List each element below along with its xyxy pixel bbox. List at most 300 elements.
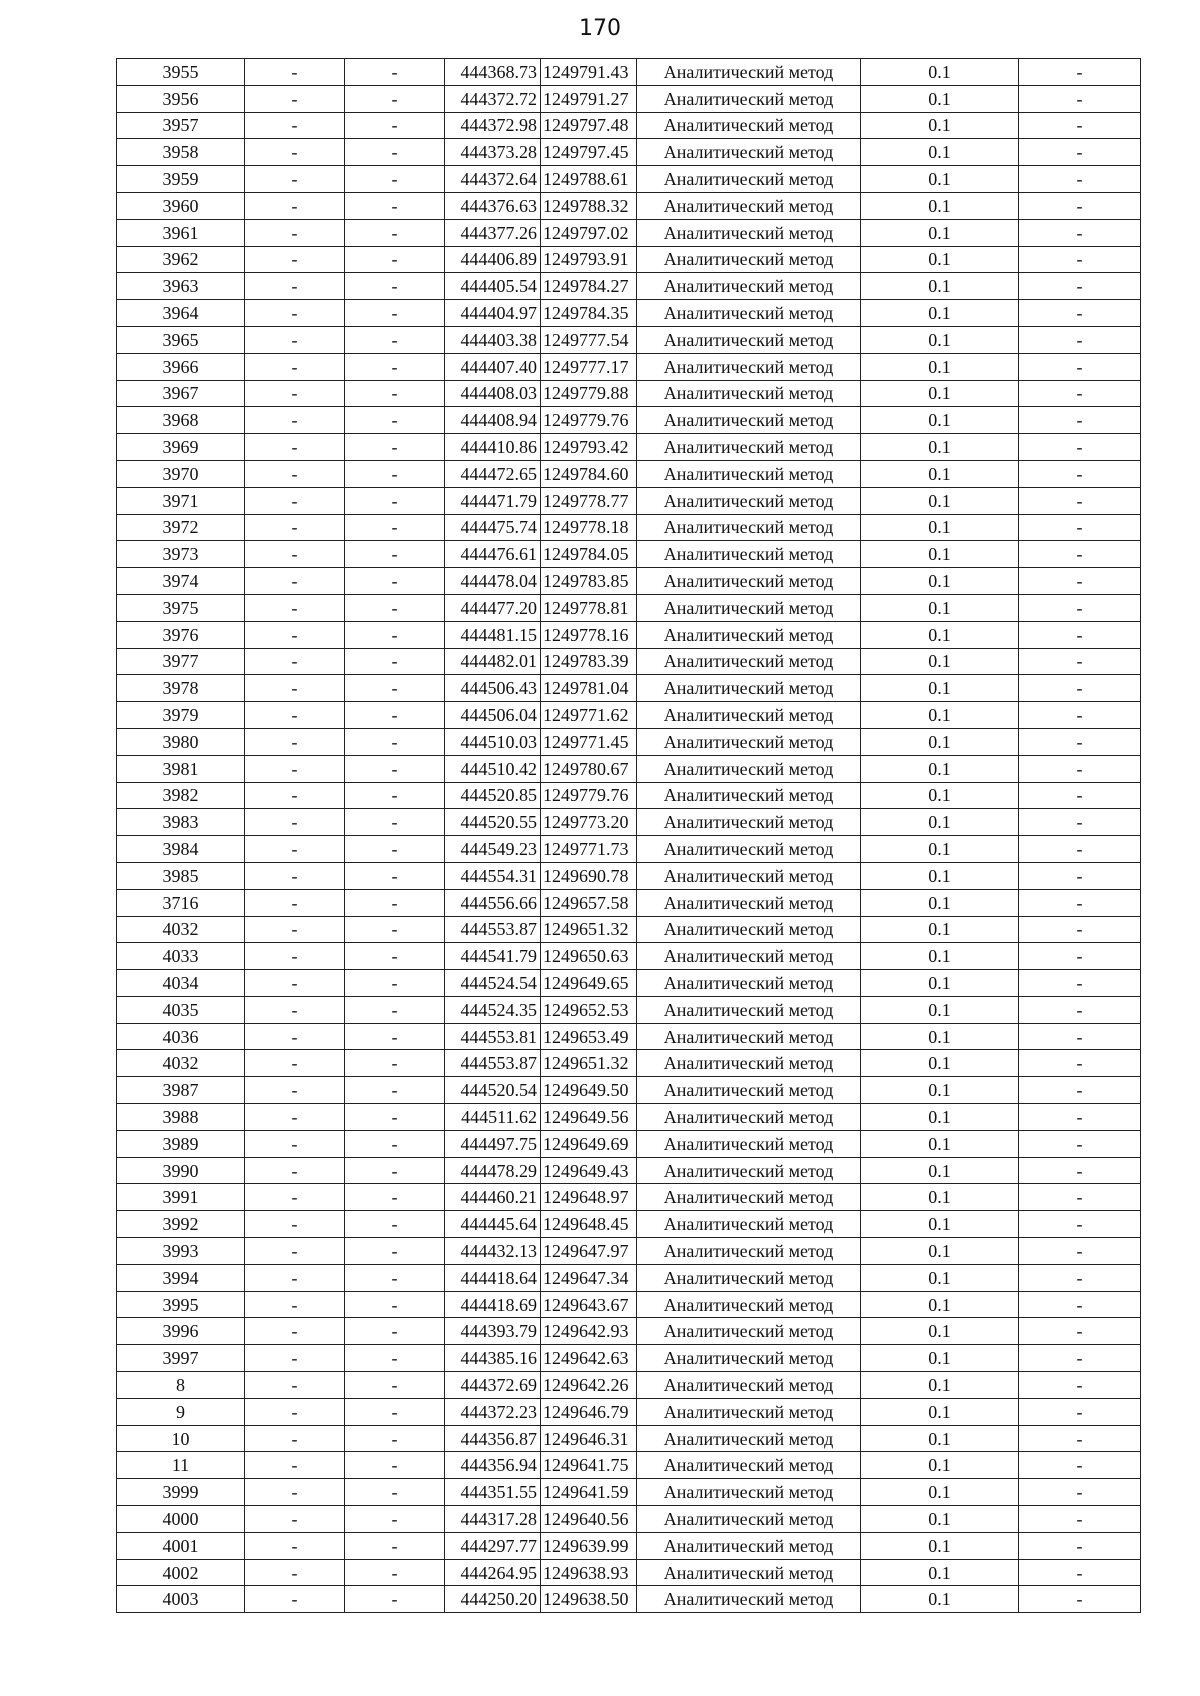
x-coordinate-cell: 444553.81 <box>445 1023 541 1050</box>
dash-cell-b: - <box>345 300 445 327</box>
method-cell: Аналитический метод <box>637 1157 861 1184</box>
point-number-cell: 3959 <box>117 166 245 193</box>
x-coordinate-cell: 444372.98 <box>445 112 541 139</box>
dash-cell-b: - <box>345 1238 445 1265</box>
note-cell: - <box>1019 1479 1141 1506</box>
dash-cell-a: - <box>245 59 345 86</box>
note-cell: - <box>1019 1291 1141 1318</box>
method-cell: Аналитический метод <box>637 1345 861 1372</box>
dash-cell-b: - <box>345 889 445 916</box>
point-number-cell: 3991 <box>117 1184 245 1211</box>
point-number-cell: 3965 <box>117 326 245 353</box>
dash-cell-b: - <box>345 1184 445 1211</box>
dash-cell-b: - <box>345 434 445 461</box>
table-row <box>117 1157 1141 1184</box>
x-coordinate-cell: 444408.94 <box>445 407 541 434</box>
method-cell: Аналитический метод <box>637 1104 861 1131</box>
dash-cell-a: - <box>245 139 345 166</box>
table-row <box>117 1130 1141 1157</box>
note-cell: - <box>1019 889 1141 916</box>
y-coordinate-cell: 1249647.34 <box>541 1264 637 1291</box>
dash-cell-b: - <box>345 1291 445 1318</box>
x-coordinate-cell: 444556.66 <box>445 889 541 916</box>
y-coordinate-cell: 1249778.81 <box>541 594 637 621</box>
accuracy-cell: 0.1 <box>861 166 1019 193</box>
point-number-cell: 3964 <box>117 300 245 327</box>
method-cell: Аналитический метод <box>637 1211 861 1238</box>
note-cell: - <box>1019 1452 1141 1479</box>
method-cell: Аналитический метод <box>637 514 861 541</box>
dash-cell-b: - <box>345 219 445 246</box>
accuracy-cell: 0.1 <box>861 889 1019 916</box>
table-body <box>117 59 1141 1613</box>
point-number-cell: 3970 <box>117 460 245 487</box>
x-coordinate-cell: 444297.77 <box>445 1532 541 1559</box>
method-cell: Аналитический метод <box>637 1586 861 1613</box>
note-cell: - <box>1019 755 1141 782</box>
dash-cell-b: - <box>345 1211 445 1238</box>
note-cell: - <box>1019 1050 1141 1077</box>
accuracy-cell: 0.1 <box>861 85 1019 112</box>
y-coordinate-cell: 1249638.93 <box>541 1559 637 1586</box>
method-cell: Аналитический метод <box>637 273 861 300</box>
point-number-cell: 4036 <box>117 1023 245 1050</box>
table-row <box>117 1398 1141 1425</box>
point-number-cell: 3997 <box>117 1345 245 1372</box>
table-row <box>117 380 1141 407</box>
table-row <box>117 1425 1141 1452</box>
y-coordinate-cell: 1249784.35 <box>541 300 637 327</box>
dash-cell-a: - <box>245 219 345 246</box>
dash-cell-a: - <box>245 380 345 407</box>
note-cell: - <box>1019 219 1141 246</box>
method-cell: Аналитический метод <box>637 836 861 863</box>
table-row <box>117 353 1141 380</box>
point-number-cell: 3981 <box>117 755 245 782</box>
method-cell: Аналитический метод <box>637 809 861 836</box>
note-cell: - <box>1019 1184 1141 1211</box>
dash-cell-a: - <box>245 1372 345 1399</box>
dash-cell-a: - <box>245 996 345 1023</box>
y-coordinate-cell: 1249638.50 <box>541 1586 637 1613</box>
point-number-cell: 3980 <box>117 728 245 755</box>
accuracy-cell: 0.1 <box>861 219 1019 246</box>
dash-cell-b: - <box>345 192 445 219</box>
dash-cell-a: - <box>245 541 345 568</box>
dash-cell-a: - <box>245 889 345 916</box>
table-row <box>117 407 1141 434</box>
method-cell: Аналитический метод <box>637 1452 861 1479</box>
dash-cell-a: - <box>245 1345 345 1372</box>
x-coordinate-cell: 444497.75 <box>445 1130 541 1157</box>
point-number-cell: 3984 <box>117 836 245 863</box>
note-cell: - <box>1019 112 1141 139</box>
note-cell: - <box>1019 1238 1141 1265</box>
method-cell: Аналитический метод <box>637 487 861 514</box>
table-row <box>117 85 1141 112</box>
table-row <box>117 166 1141 193</box>
dash-cell-b: - <box>345 862 445 889</box>
table-row <box>117 460 1141 487</box>
dash-cell-a: - <box>245 514 345 541</box>
method-cell: Аналитический метод <box>637 782 861 809</box>
dash-cell-a: - <box>245 273 345 300</box>
dash-cell-a: - <box>245 862 345 889</box>
note-cell: - <box>1019 648 1141 675</box>
point-number-cell: 3971 <box>117 487 245 514</box>
dash-cell-a: - <box>245 809 345 836</box>
table-row <box>117 862 1141 889</box>
note-cell: - <box>1019 594 1141 621</box>
y-coordinate-cell: 1249649.56 <box>541 1104 637 1131</box>
y-coordinate-cell: 1249647.97 <box>541 1238 637 1265</box>
accuracy-cell: 0.1 <box>861 1559 1019 1586</box>
dash-cell-b: - <box>345 836 445 863</box>
method-cell: Аналитический метод <box>637 460 861 487</box>
accuracy-cell: 0.1 <box>861 621 1019 648</box>
table-row <box>117 1345 1141 1372</box>
y-coordinate-cell: 1249649.43 <box>541 1157 637 1184</box>
y-coordinate-cell: 1249650.63 <box>541 943 637 970</box>
x-coordinate-cell: 444373.28 <box>445 139 541 166</box>
method-cell: Аналитический метод <box>637 648 861 675</box>
method-cell: Аналитический метод <box>637 621 861 648</box>
dash-cell-b: - <box>345 1050 445 1077</box>
note-cell: - <box>1019 139 1141 166</box>
y-coordinate-cell: 1249777.17 <box>541 353 637 380</box>
accuracy-cell: 0.1 <box>861 192 1019 219</box>
x-coordinate-cell: 444478.04 <box>445 568 541 595</box>
dash-cell-b: - <box>345 487 445 514</box>
dash-cell-b: - <box>345 326 445 353</box>
x-coordinate-cell: 444553.87 <box>445 916 541 943</box>
note-cell: - <box>1019 166 1141 193</box>
y-coordinate-cell: 1249646.79 <box>541 1398 637 1425</box>
y-coordinate-cell: 1249783.39 <box>541 648 637 675</box>
accuracy-cell: 0.1 <box>861 59 1019 86</box>
note-cell: - <box>1019 1104 1141 1131</box>
accuracy-cell: 0.1 <box>861 943 1019 970</box>
method-cell: Аналитический метод <box>637 1050 861 1077</box>
note-cell: - <box>1019 1586 1141 1613</box>
method-cell: Аналитический метод <box>637 139 861 166</box>
dash-cell-a: - <box>245 1559 345 1586</box>
dash-cell-a: - <box>245 1184 345 1211</box>
note-cell: - <box>1019 782 1141 809</box>
page-number: 170 <box>579 16 621 41</box>
point-number-cell: 3969 <box>117 434 245 461</box>
point-number-cell: 3972 <box>117 514 245 541</box>
x-coordinate-cell: 444506.43 <box>445 675 541 702</box>
point-number-cell: 4035 <box>117 996 245 1023</box>
method-cell: Аналитический метод <box>637 728 861 755</box>
dash-cell-a: - <box>245 702 345 729</box>
y-coordinate-cell: 1249779.76 <box>541 782 637 809</box>
x-coordinate-cell: 444471.79 <box>445 487 541 514</box>
point-number-cell: 4001 <box>117 1532 245 1559</box>
table-row <box>117 1506 1141 1533</box>
dash-cell-b: - <box>345 943 445 970</box>
x-coordinate-cell: 444376.63 <box>445 192 541 219</box>
method-cell: Аналитический метод <box>637 1023 861 1050</box>
x-coordinate-cell: 444445.64 <box>445 1211 541 1238</box>
accuracy-cell: 0.1 <box>861 702 1019 729</box>
y-coordinate-cell: 1249779.88 <box>541 380 637 407</box>
y-coordinate-cell: 1249797.45 <box>541 139 637 166</box>
dash-cell-a: - <box>245 836 345 863</box>
point-number-cell: 4032 <box>117 916 245 943</box>
dash-cell-a: - <box>245 1264 345 1291</box>
dash-cell-a: - <box>245 943 345 970</box>
accuracy-cell: 0.1 <box>861 1157 1019 1184</box>
dash-cell-b: - <box>345 139 445 166</box>
note-cell: - <box>1019 836 1141 863</box>
note-cell: - <box>1019 380 1141 407</box>
dash-cell-b: - <box>345 728 445 755</box>
accuracy-cell: 0.1 <box>861 1211 1019 1238</box>
dash-cell-a: - <box>245 648 345 675</box>
dash-cell-a: - <box>245 1238 345 1265</box>
table-row <box>117 782 1141 809</box>
point-number-cell: 3974 <box>117 568 245 595</box>
y-coordinate-cell: 1249653.49 <box>541 1023 637 1050</box>
y-coordinate-cell: 1249793.91 <box>541 246 637 273</box>
dash-cell-b: - <box>345 809 445 836</box>
x-coordinate-cell: 444317.28 <box>445 1506 541 1533</box>
table-row <box>117 112 1141 139</box>
dash-cell-a: - <box>245 1532 345 1559</box>
x-coordinate-cell: 444418.64 <box>445 1264 541 1291</box>
accuracy-cell: 0.1 <box>861 326 1019 353</box>
method-cell: Аналитический метод <box>637 85 861 112</box>
y-coordinate-cell: 1249778.16 <box>541 621 637 648</box>
table-row <box>117 192 1141 219</box>
dash-cell-b: - <box>345 246 445 273</box>
table-row <box>117 514 1141 541</box>
table-row <box>117 59 1141 86</box>
dash-cell-b: - <box>345 1023 445 1050</box>
accuracy-cell: 0.1 <box>861 246 1019 273</box>
x-coordinate-cell: 444541.79 <box>445 943 541 970</box>
accuracy-cell: 0.1 <box>861 728 1019 755</box>
table-row <box>117 568 1141 595</box>
note-cell: - <box>1019 85 1141 112</box>
dash-cell-b: - <box>345 112 445 139</box>
method-cell: Аналитический метод <box>637 943 861 970</box>
point-number-cell: 3961 <box>117 219 245 246</box>
y-coordinate-cell: 1249642.26 <box>541 1372 637 1399</box>
method-cell: Аналитический метод <box>637 380 861 407</box>
accuracy-cell: 0.1 <box>861 1479 1019 1506</box>
point-number-cell: 9 <box>117 1398 245 1425</box>
x-coordinate-cell: 444475.74 <box>445 514 541 541</box>
y-coordinate-cell: 1249784.60 <box>541 460 637 487</box>
dash-cell-a: - <box>245 1586 345 1613</box>
method-cell: Аналитический метод <box>637 970 861 997</box>
point-number-cell: 3977 <box>117 648 245 675</box>
y-coordinate-cell: 1249797.02 <box>541 219 637 246</box>
y-coordinate-cell: 1249773.20 <box>541 809 637 836</box>
y-coordinate-cell: 1249788.61 <box>541 166 637 193</box>
table-row <box>117 246 1141 273</box>
method-cell: Аналитический метод <box>637 1238 861 1265</box>
dash-cell-a: - <box>245 675 345 702</box>
method-cell: Аналитический метод <box>637 568 861 595</box>
accuracy-cell: 0.1 <box>861 460 1019 487</box>
dash-cell-a: - <box>245 1506 345 1533</box>
y-coordinate-cell: 1249777.54 <box>541 326 637 353</box>
note-cell: - <box>1019 728 1141 755</box>
y-coordinate-cell: 1249641.75 <box>541 1452 637 1479</box>
point-number-cell: 4003 <box>117 1586 245 1613</box>
y-coordinate-cell: 1249791.43 <box>541 59 637 86</box>
point-number-cell: 3973 <box>117 541 245 568</box>
x-coordinate-cell: 444460.21 <box>445 1184 541 1211</box>
point-number-cell: 3979 <box>117 702 245 729</box>
x-coordinate-cell: 444406.89 <box>445 246 541 273</box>
y-coordinate-cell: 1249639.99 <box>541 1532 637 1559</box>
note-cell: - <box>1019 1211 1141 1238</box>
note-cell: - <box>1019 1345 1141 1372</box>
x-coordinate-cell: 444511.62 <box>445 1104 541 1131</box>
accuracy-cell: 0.1 <box>861 836 1019 863</box>
x-coordinate-cell: 444408.03 <box>445 380 541 407</box>
dash-cell-a: - <box>245 407 345 434</box>
accuracy-cell: 0.1 <box>861 996 1019 1023</box>
x-coordinate-cell: 444520.85 <box>445 782 541 809</box>
y-coordinate-cell: 1249797.48 <box>541 112 637 139</box>
point-number-cell: 3987 <box>117 1077 245 1104</box>
table-row <box>117 326 1141 353</box>
note-cell: - <box>1019 1130 1141 1157</box>
dash-cell-b: - <box>345 514 445 541</box>
x-coordinate-cell: 444351.55 <box>445 1479 541 1506</box>
method-cell: Аналитический метод <box>637 353 861 380</box>
accuracy-cell: 0.1 <box>861 1586 1019 1613</box>
dash-cell-b: - <box>345 755 445 782</box>
x-coordinate-cell: 444524.35 <box>445 996 541 1023</box>
point-number-cell: 3999 <box>117 1479 245 1506</box>
dash-cell-b: - <box>345 273 445 300</box>
dash-cell-b: - <box>345 1452 445 1479</box>
note-cell: - <box>1019 1425 1141 1452</box>
note-cell: - <box>1019 487 1141 514</box>
note-cell: - <box>1019 541 1141 568</box>
dash-cell-b: - <box>345 1130 445 1157</box>
accuracy-cell: 0.1 <box>861 1452 1019 1479</box>
y-coordinate-cell: 1249771.45 <box>541 728 637 755</box>
x-coordinate-cell: 444372.64 <box>445 166 541 193</box>
note-cell: - <box>1019 916 1141 943</box>
point-number-cell: 3976 <box>117 621 245 648</box>
table-row <box>117 809 1141 836</box>
point-number-cell: 4033 <box>117 943 245 970</box>
x-coordinate-cell: 444393.79 <box>445 1318 541 1345</box>
dash-cell-a: - <box>245 1077 345 1104</box>
dash-cell-a: - <box>245 166 345 193</box>
dash-cell-a: - <box>245 1130 345 1157</box>
dash-cell-b: - <box>345 166 445 193</box>
dash-cell-b: - <box>345 675 445 702</box>
dash-cell-a: - <box>245 487 345 514</box>
dash-cell-b: - <box>345 1264 445 1291</box>
y-coordinate-cell: 1249640.56 <box>541 1506 637 1533</box>
point-number-cell: 8 <box>117 1372 245 1399</box>
accuracy-cell: 0.1 <box>861 1291 1019 1318</box>
dash-cell-a: - <box>245 353 345 380</box>
dash-cell-b: - <box>345 568 445 595</box>
table-row <box>117 1211 1141 1238</box>
dash-cell-a: - <box>245 460 345 487</box>
dash-cell-a: - <box>245 1157 345 1184</box>
point-number-cell: 3993 <box>117 1238 245 1265</box>
table-row <box>117 1318 1141 1345</box>
x-coordinate-cell: 444372.72 <box>445 85 541 112</box>
note-cell: - <box>1019 970 1141 997</box>
dash-cell-a: - <box>245 1050 345 1077</box>
accuracy-cell: 0.1 <box>861 1318 1019 1345</box>
dash-cell-b: - <box>345 1157 445 1184</box>
dash-cell-b: - <box>345 1506 445 1533</box>
note-cell: - <box>1019 621 1141 648</box>
x-coordinate-cell: 444554.31 <box>445 862 541 889</box>
dash-cell-a: - <box>245 434 345 461</box>
x-coordinate-cell: 444250.20 <box>445 1586 541 1613</box>
x-coordinate-cell: 444520.55 <box>445 809 541 836</box>
point-number-cell: 3955 <box>117 59 245 86</box>
method-cell: Аналитический метод <box>637 1130 861 1157</box>
dash-cell-a: - <box>245 1023 345 1050</box>
method-cell: Аналитический метод <box>637 675 861 702</box>
y-coordinate-cell: 1249784.27 <box>541 273 637 300</box>
dash-cell-b: - <box>345 541 445 568</box>
accuracy-cell: 0.1 <box>861 1077 1019 1104</box>
x-coordinate-cell: 444405.54 <box>445 273 541 300</box>
method-cell: Аналитический метод <box>637 1372 861 1399</box>
table-row <box>117 219 1141 246</box>
note-cell: - <box>1019 1372 1141 1399</box>
note-cell: - <box>1019 1023 1141 1050</box>
accuracy-cell: 0.1 <box>861 1345 1019 1372</box>
y-coordinate-cell: 1249651.32 <box>541 1050 637 1077</box>
y-coordinate-cell: 1249791.27 <box>541 85 637 112</box>
accuracy-cell: 0.1 <box>861 594 1019 621</box>
dash-cell-a: - <box>245 85 345 112</box>
method-cell: Аналитический метод <box>637 862 861 889</box>
point-number-cell: 3967 <box>117 380 245 407</box>
table-row <box>117 702 1141 729</box>
dash-cell-b: - <box>345 1372 445 1399</box>
table-row <box>117 728 1141 755</box>
x-coordinate-cell: 444510.03 <box>445 728 541 755</box>
method-cell: Аналитический метод <box>637 1291 861 1318</box>
method-cell: Аналитический метод <box>637 1532 861 1559</box>
table-row <box>117 916 1141 943</box>
dash-cell-a: - <box>245 1398 345 1425</box>
table-row <box>117 1559 1141 1586</box>
point-number-cell: 3982 <box>117 782 245 809</box>
accuracy-cell: 0.1 <box>861 514 1019 541</box>
note-cell: - <box>1019 514 1141 541</box>
note-cell: - <box>1019 568 1141 595</box>
method-cell: Аналитический метод <box>637 192 861 219</box>
table-row <box>117 1264 1141 1291</box>
point-number-cell: 3983 <box>117 809 245 836</box>
table-row <box>117 1291 1141 1318</box>
y-coordinate-cell: 1249652.53 <box>541 996 637 1023</box>
table-row <box>117 970 1141 997</box>
dash-cell-a: - <box>245 728 345 755</box>
